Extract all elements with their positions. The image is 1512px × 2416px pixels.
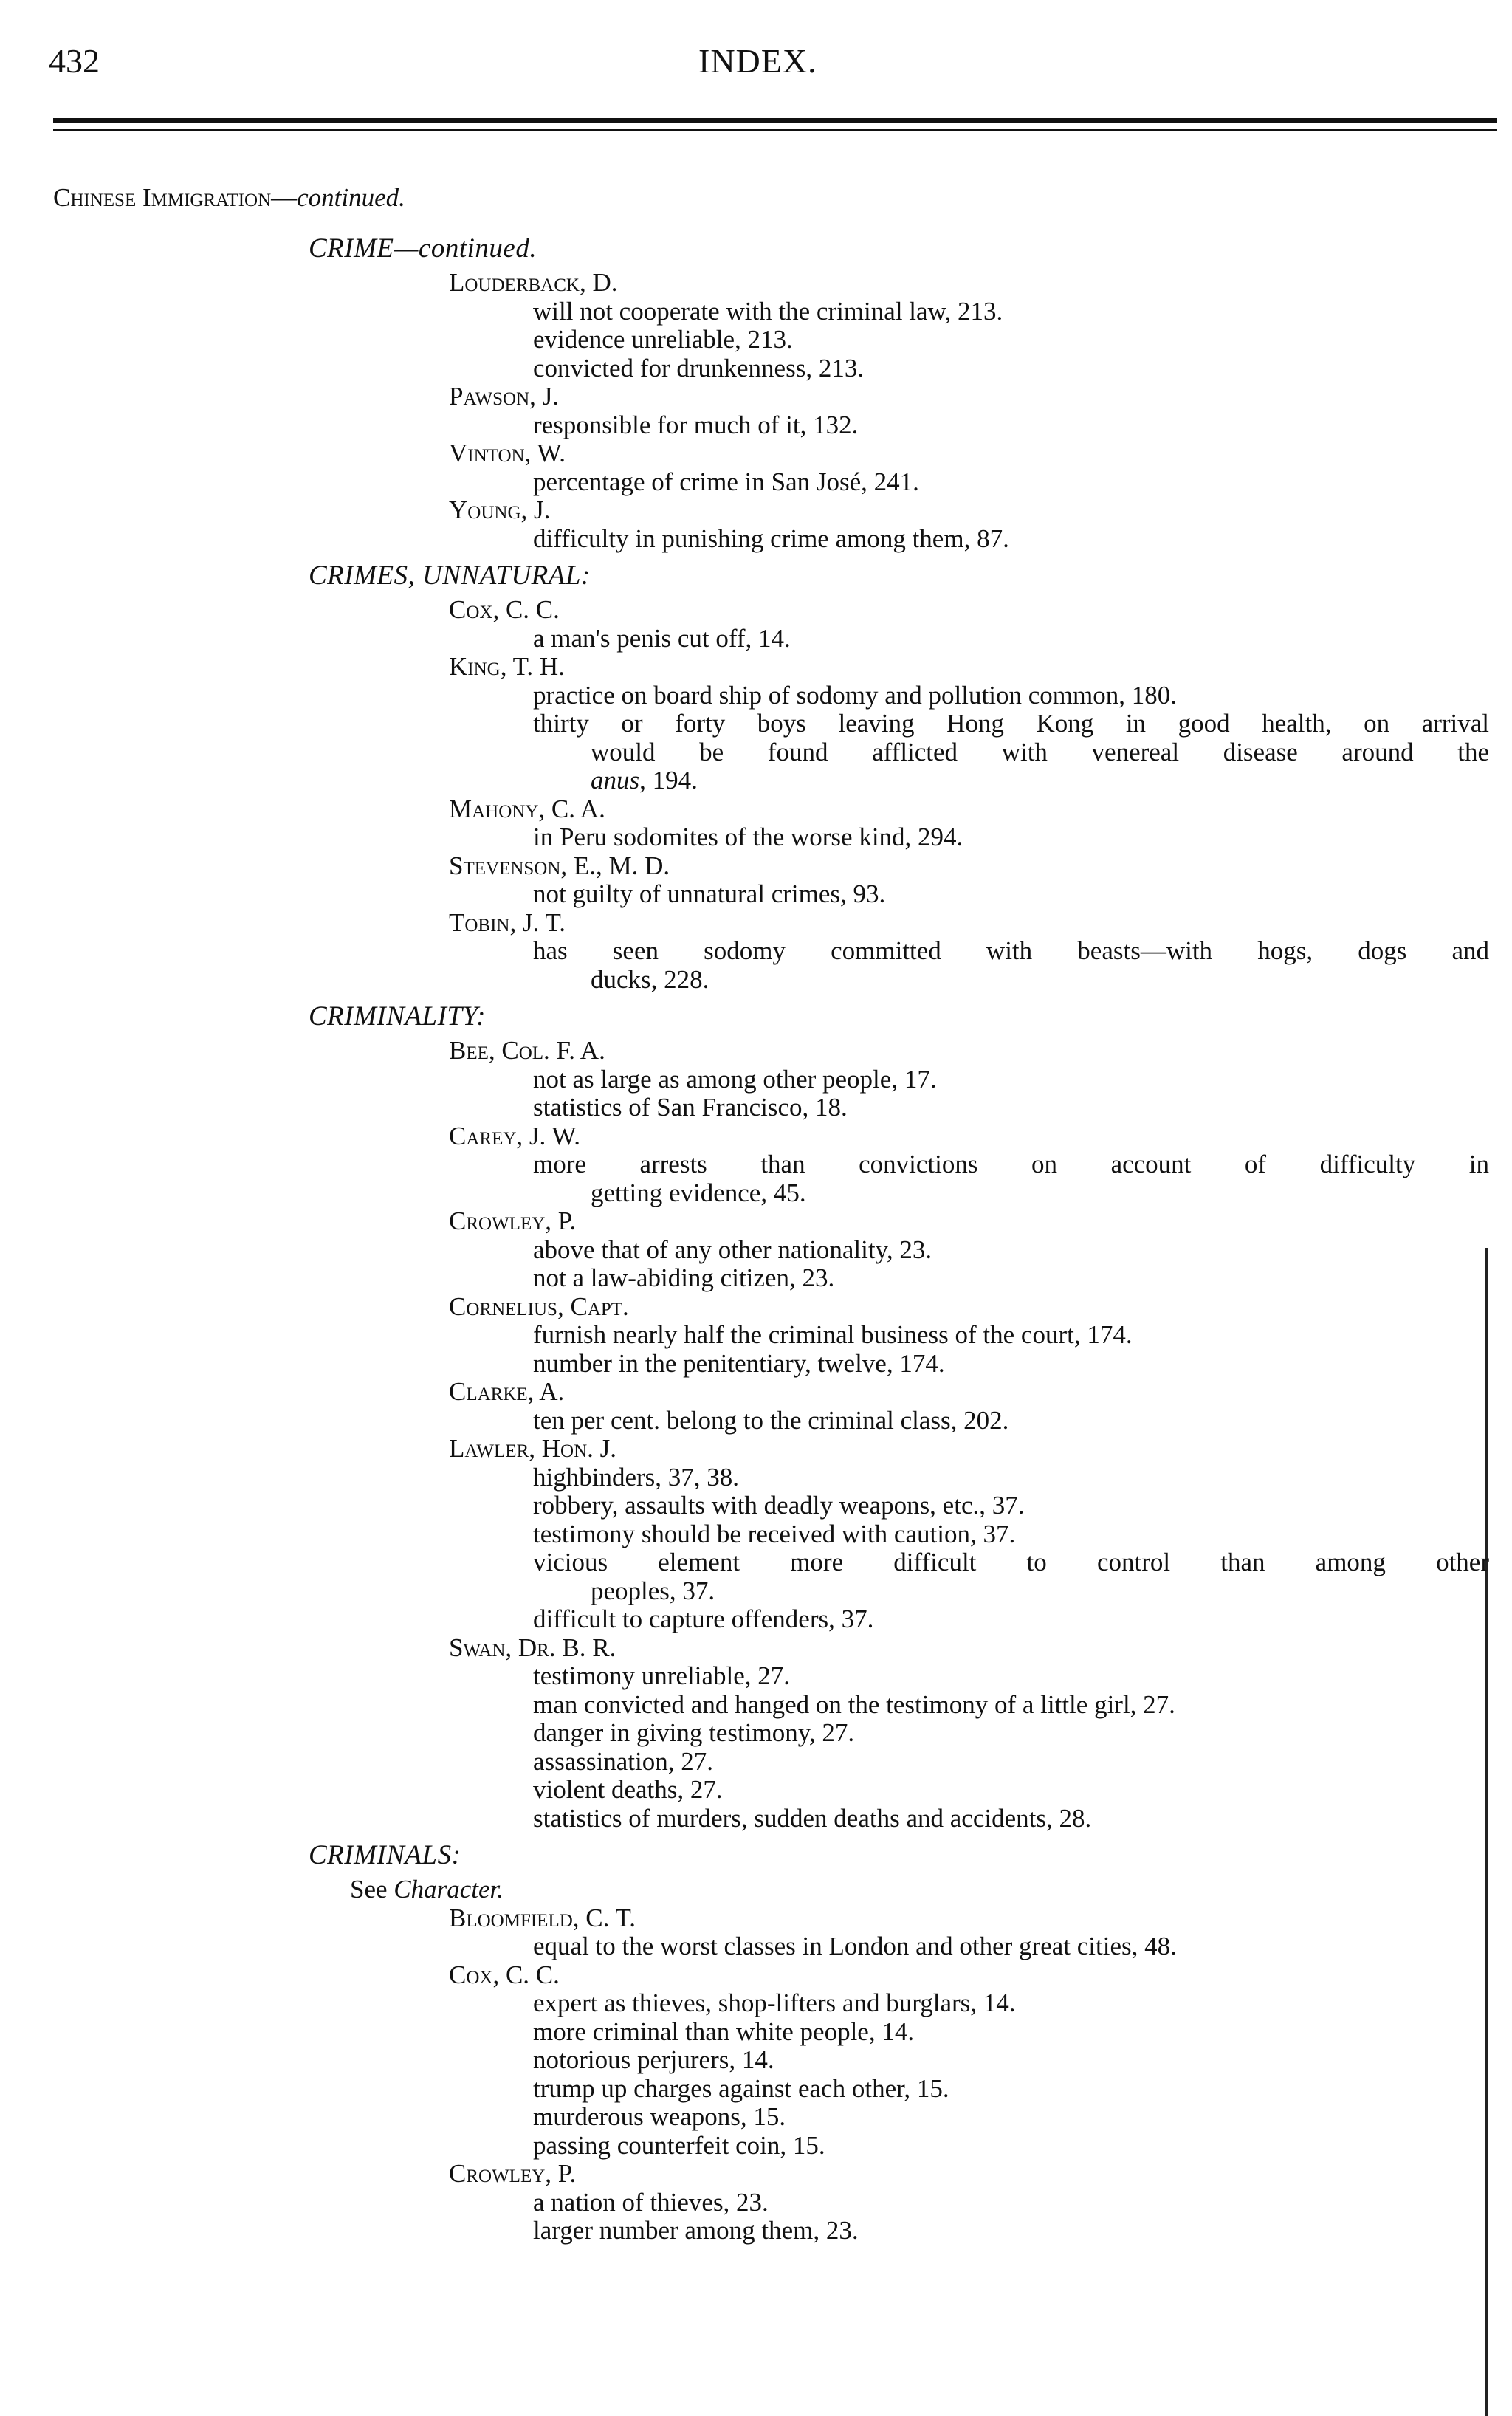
index-entry: a nation of thieves, 23. xyxy=(533,2187,769,2217)
witness-name: Swan, Dr. B. R. xyxy=(449,1633,616,1662)
index-entry: more arrests than convictions on account of difficulty in xyxy=(533,1150,1489,1178)
index-entry: not guilty of unnatural crimes, 93. xyxy=(533,879,886,908)
index-entry: statistics of San Francisco, 18. xyxy=(533,1093,848,1122)
index-topic xyxy=(0,170,1512,226)
index-entry: number in the penitentiary, twelve, 174. xyxy=(533,1348,945,1378)
witness-name: Pawson, J. xyxy=(449,382,559,411)
header-rule-thin xyxy=(53,129,1497,131)
index-entry: assassination, 27. xyxy=(533,1746,714,1776)
section-heading: CRIMINALITY: xyxy=(309,1001,486,1032)
index-entry: man convicted and hanged on the testimony of a little girl, 27. xyxy=(533,1689,1175,1719)
witness-name: Bloomfield, C. T. xyxy=(449,1903,636,1932)
witness-name: Louderback, D. xyxy=(449,268,618,297)
index-entry: will not cooperate with the criminal law, 213. xyxy=(533,296,1003,326)
witness-name: King, T. H. xyxy=(449,652,565,681)
index-entry: responsible for much of it, 132. xyxy=(533,410,859,439)
section-heading: CRIMINALS: xyxy=(309,1840,461,1870)
witness-name: Bee, Col. F. A. xyxy=(449,1036,605,1065)
index-entry: difficulty in punishing crime among them, 87. xyxy=(533,524,1009,553)
topic-separator: — xyxy=(271,183,298,212)
index-entry: murderous weapons, 15. xyxy=(533,2102,786,2131)
index-entry: statistics of murders, sudden deaths and accidents, 28. xyxy=(533,1803,1092,1833)
index-entry: danger in giving testimony, 27. xyxy=(533,1718,855,1747)
index-entry: evidence unreliable, 213. xyxy=(533,325,793,354)
witness-name: Vinton, W. xyxy=(449,439,566,467)
witness-name: Mahony, C. A. xyxy=(449,794,605,823)
witness-name: Cox, C. C. xyxy=(449,1960,560,1989)
header-rule-thick xyxy=(53,118,1497,123)
index-entry: not as large as among other people, 17. xyxy=(533,1064,937,1094)
see-prefix: See xyxy=(350,1875,394,1904)
section-heading: CRIME—continued. xyxy=(309,233,537,264)
page-title: INDEX. xyxy=(698,42,817,80)
witness-name: Tobin, J. T. xyxy=(449,907,566,937)
index-entry: not a law-abiding citizen, 23. xyxy=(533,1263,835,1292)
index-entry: violent deaths, 27. xyxy=(533,1775,723,1804)
witness-name: Crowley, P. xyxy=(449,2159,577,2188)
index-entry-continuation: ducks, 228. xyxy=(591,964,709,994)
index-entry: larger number among them, 23. xyxy=(533,2216,859,2245)
index-entry: highbinders, 37, 38. xyxy=(533,1462,740,1492)
index-entry: in Peru sodomites of the worse kind, 294. xyxy=(533,823,963,851)
index-entry: difficult to capture offenders, 37. xyxy=(533,1605,874,1633)
witness-name: Crowley, P. xyxy=(449,1207,577,1235)
topic-continued: continued. xyxy=(297,183,405,212)
index-entry-continuation: anus, 194. xyxy=(591,766,698,795)
index-content xyxy=(0,170,1512,2245)
section-heading: CRIMES, UNNATURAL: xyxy=(309,560,591,591)
index-entry: furnish nearly half the criminal business of the court, 174. xyxy=(533,1320,1133,1349)
witness-name: Cornelius, Capt. xyxy=(449,1291,629,1321)
witness-name: Lawler, Hon. J. xyxy=(449,1434,616,1463)
page-number: 432 xyxy=(49,42,100,80)
index-entry: has seen sodomy committed with beasts—with hogs, dogs and xyxy=(533,936,1489,965)
see-target: Character. xyxy=(394,1875,504,1904)
witness-name: Young, J. xyxy=(449,495,551,524)
index-entry-continuation: getting evidence, 45. xyxy=(591,1178,806,1207)
index-entry: equal to the worst classes in London and other great cities, 48. xyxy=(533,1932,1177,1960)
see-reference xyxy=(0,1876,1512,1904)
index-entry: practice on board ship of sodomy and pollution common, 180. xyxy=(533,680,1177,710)
index-entry: above that of any other nationality, 23. xyxy=(533,1235,932,1264)
witness-name: Carey, J. W. xyxy=(449,1121,580,1150)
index-entry: notorious perjurers, 14. xyxy=(533,2045,774,2074)
index-entry: more criminal than white people, 14. xyxy=(533,2017,915,2046)
index-entry: ten per cent. belong to the criminal class, 202. xyxy=(533,1405,1009,1435)
index-entry: percentage of crime in San José, 241. xyxy=(533,467,919,496)
witness-name: Stevenson, E., M. D. xyxy=(449,851,670,880)
index-entry: vicious element more difficult to control than among other xyxy=(533,1548,1489,1576)
index-entry: thirty or forty boys leaving Hong Kong in good health, on arrival xyxy=(533,709,1489,738)
index-entry: testimony unreliable, 27. xyxy=(533,1661,790,1690)
index-entry: a man's penis cut off, 14. xyxy=(533,623,791,653)
index-entry: convicted for drunkenness, 213. xyxy=(533,353,865,382)
index-entry: testimony should be received with caution, 37. xyxy=(533,1519,1016,1548)
index-entry-continuation: would be found afflicted with venereal disease around the xyxy=(591,737,1489,766)
witness-name: Clarke, A. xyxy=(449,1377,565,1406)
index-entry: expert as thieves, shop-lifters and burglars, 14. xyxy=(533,1988,1016,2017)
witness-name: Cox, C. C. xyxy=(449,595,560,624)
index-entry-continuation: peoples, 37. xyxy=(591,1576,715,1605)
index-entry: passing counterfeit coin, 15. xyxy=(533,2130,825,2160)
topic-name: Chinese Immigration xyxy=(53,183,272,212)
index-entry: robbery, assaults with deadly weapons, etc., 37. xyxy=(533,1491,1025,1520)
index-entry: trump up charges against each other, 15. xyxy=(533,2073,949,2103)
